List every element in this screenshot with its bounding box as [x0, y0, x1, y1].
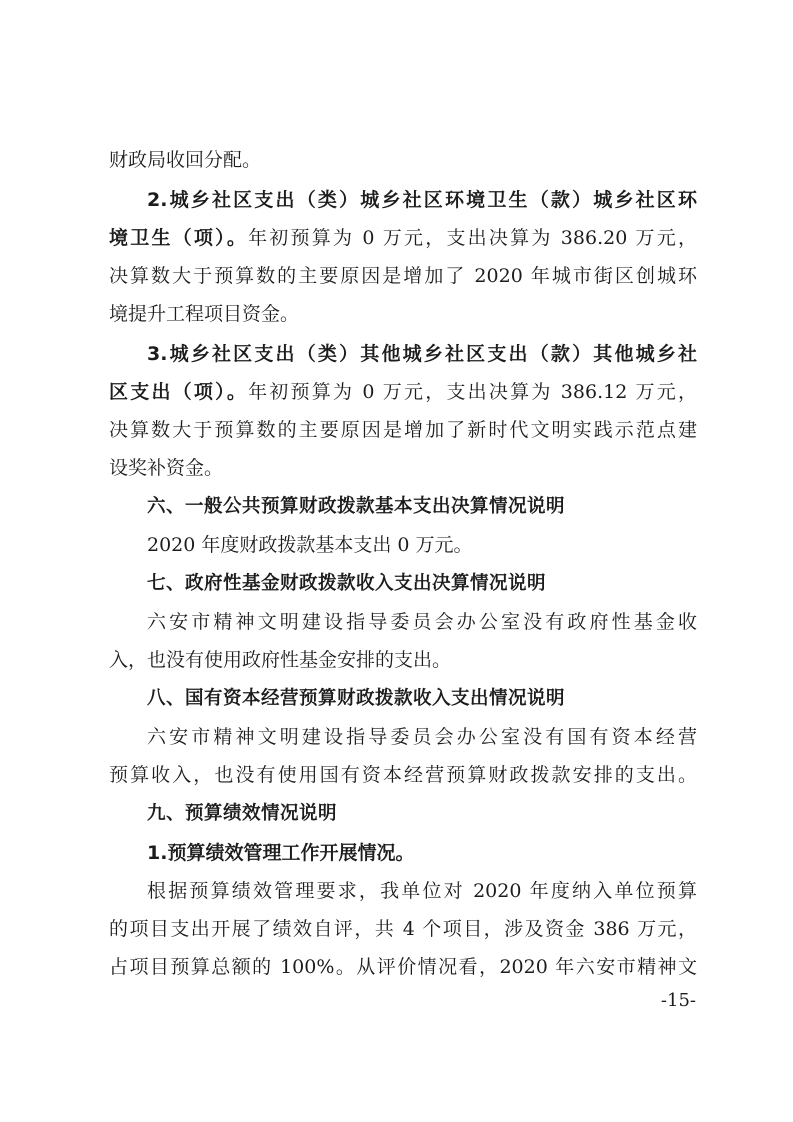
text-line: 财政局收回分配。 [109, 149, 262, 171]
text-line: 六安市精神文明建设指导委员会办公室没有政府性基金收 [147, 611, 697, 633]
text-line: 六安市精神文明建设指导委员会办公室没有国有资本经营 [147, 726, 697, 748]
text-line: 区支出（项）。年初预算为 0 万元，支出决算为 386.12 万元， [109, 381, 697, 403]
text-line: 决算数大于预算数的主要原因是增加了 2020 年城市街区创城环 [109, 265, 697, 287]
subheading-line: 3.城乡社区支出（类）其他城乡社区支出（款）其他城乡社 [147, 343, 697, 365]
text-line: 境卫生（项）。年初预算为 0 万元，支出决算为 386.20 万元， [109, 227, 697, 249]
text-line: 根据预算绩效管理要求，我单位对 2020 年度纳入单位预算 [147, 880, 697, 902]
subheading-line: 1.预算绩效管理工作开展情况。 [147, 842, 415, 864]
text-line: 预算收入，也没有使用国有资本经营预算财政拨款安排的支出。 [109, 764, 697, 786]
text-line: 占项目预算总额的 100%。从评价情况看，2020 年六安市精神文 [109, 956, 697, 978]
section-heading: 七、政府性基金财政拨款收入支出决算情况说明 [147, 573, 547, 594]
text-line: 2020 年度财政拨款基本支出 0 万元。 [147, 534, 473, 556]
text-line: 境提升工程项目资金。 [109, 303, 300, 325]
subheading-line: 2.城乡社区支出（类）城乡社区环境卫生（款）城乡社区环 [147, 189, 697, 211]
section-heading: 九、预算绩效情况说明 [147, 803, 338, 824]
text-line: 决算数大于预算数的主要原因是增加了新时代文明实践示范点建 [109, 419, 697, 441]
text-line: 设奖补资金。 [109, 457, 224, 479]
section-heading: 八、国有资本经营预算财政拨款收入支出情况说明 [147, 688, 566, 709]
section-heading: 六、一般公共预算财政拨款基本支出决算情况说明 [147, 496, 566, 517]
page-number: -15- [660, 990, 696, 1011]
text-line: 的项目支出开展了绩效自评，共 4 个项目，涉及资金 386 万元， [109, 918, 697, 940]
text-line: 入，也没有使用政府性基金安排的支出。 [109, 649, 452, 671]
